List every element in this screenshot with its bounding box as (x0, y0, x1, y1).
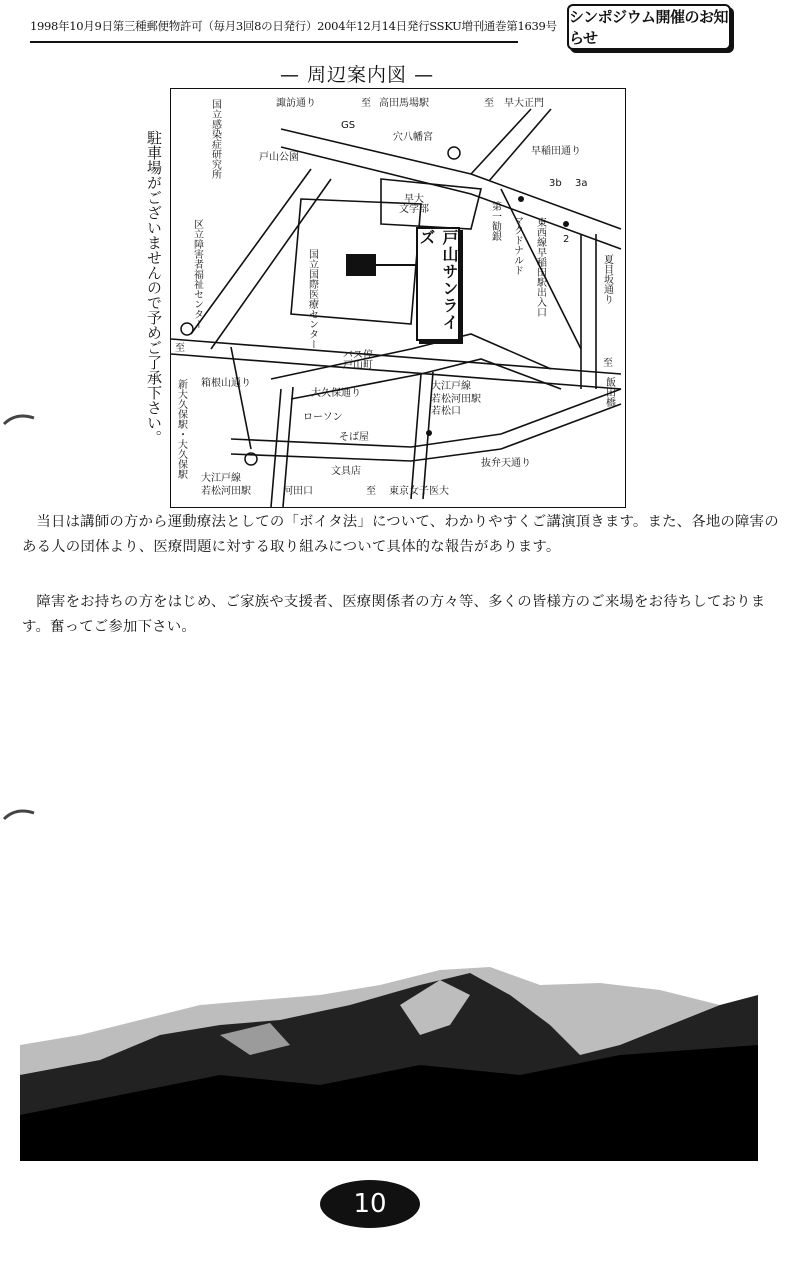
map-label-okubo-dori: 大久保通り (311, 388, 361, 399)
map-label-mcdonald: マクドナルド (511, 215, 523, 275)
map-label-kawadaguchi: 河田口 (283, 486, 313, 497)
map-label-waseda-seimon: 早大正門 (504, 98, 544, 109)
map-label-oedo-wakamatsu: 大江戸線 若松河田駅 (201, 473, 251, 497)
map-title: — 周辺案内図 — (280, 64, 435, 86)
map-label-suwa-dori: 諏訪通り (276, 98, 316, 109)
header-publication-info: 1998年10月9日第三種郵便物許可（毎月3回8の日発行）2004年12月14日発行SSKU増刊通巻第1639号 (30, 19, 557, 33)
map-label-bungakubu: 早大 文学部 (399, 194, 429, 215)
map-label-oedo-wakamatsu-exit: 大江戸線 若松河田駅 若松口 (431, 381, 481, 417)
map-label-exit-3a: 3a (575, 178, 588, 189)
map-label-kuritsu-shogai: 区立障害者福祉センター (191, 219, 203, 329)
map-label-takadanobaba: 高田馬場駅 (379, 98, 429, 109)
map-label-lawson: ローソン (303, 412, 343, 423)
map-label-to: 至 (361, 98, 371, 109)
map-label-toyama-park: 戸山公園 (259, 152, 299, 163)
map-label-to: 至 (484, 98, 494, 109)
map-label-gas-station: GS (341, 120, 356, 131)
page-number: 10 (320, 1180, 420, 1228)
venue-name: 戸山サンライズ (416, 227, 460, 341)
header-rule (30, 41, 518, 43)
map-label-hakone-dori: 箱根山通り (201, 378, 251, 389)
map-label-to: 至 (603, 358, 613, 369)
scan-mark-icon (2, 805, 36, 821)
map-label-kokuritsu-iryo: 国立国際医療センター (306, 249, 318, 349)
map-label-to: 至 (366, 486, 376, 497)
body-paragraph-2: 障害をお持ちの方をはじめ、ご家族や支援者、医療関係者の方々等、多くの皆様方のご来場をお待ちしております。奮ってご参加下さい。 (22, 594, 766, 635)
map-label-exit-2: 2 (563, 234, 570, 245)
body-paragraph-1: 当日は講師の方から運動療法としての「ボイタ法」について、わかりやすくご講演頂きます。また、各地の障害のある人の団体より、医療問題に対する取り組みについて具体的な報告があります。 (22, 514, 779, 555)
map-label-soba: そば屋 (339, 432, 369, 443)
map-label-anahachiman: 穴八幡宮 (393, 132, 433, 143)
map-label-daiichi-kangin: 第一勧銀 (489, 201, 501, 241)
map-label-natsumezaka: 夏目坂通り (601, 254, 613, 304)
scan-mark-icon (2, 410, 36, 426)
mountain-photo (20, 965, 758, 1161)
map-label-tokyo-joshi-idai: 東京女子医大 (389, 486, 449, 497)
area-map (170, 88, 626, 508)
map-label-tozai-exit: 東西線早稲田駅出入口 (534, 217, 546, 317)
map-label-bunguten: 文具店 (331, 466, 361, 477)
map-label-waseda-dori: 早稲田通り (531, 146, 581, 157)
parking-note: 駐車場がございませんので予めご了承下さい。 (145, 130, 163, 445)
map-label-to: 至 (175, 343, 185, 354)
map-label-nukebenten-dori: 抜弁天通り (481, 458, 531, 469)
map-label-iidabashi: 飯田橋 (603, 377, 615, 407)
map-label-shin-okubo: 新大久保駅・大久保駅 (175, 379, 187, 479)
symposium-badge: シンポジウム開催のお知らせ (567, 4, 731, 50)
map-label-bus-stop: バス停 戸山町 (343, 350, 373, 371)
map-label-exit-3b: 3b (549, 178, 562, 189)
map-label-kokuritsu-kansen: 国立感染症研究所 (209, 99, 221, 179)
